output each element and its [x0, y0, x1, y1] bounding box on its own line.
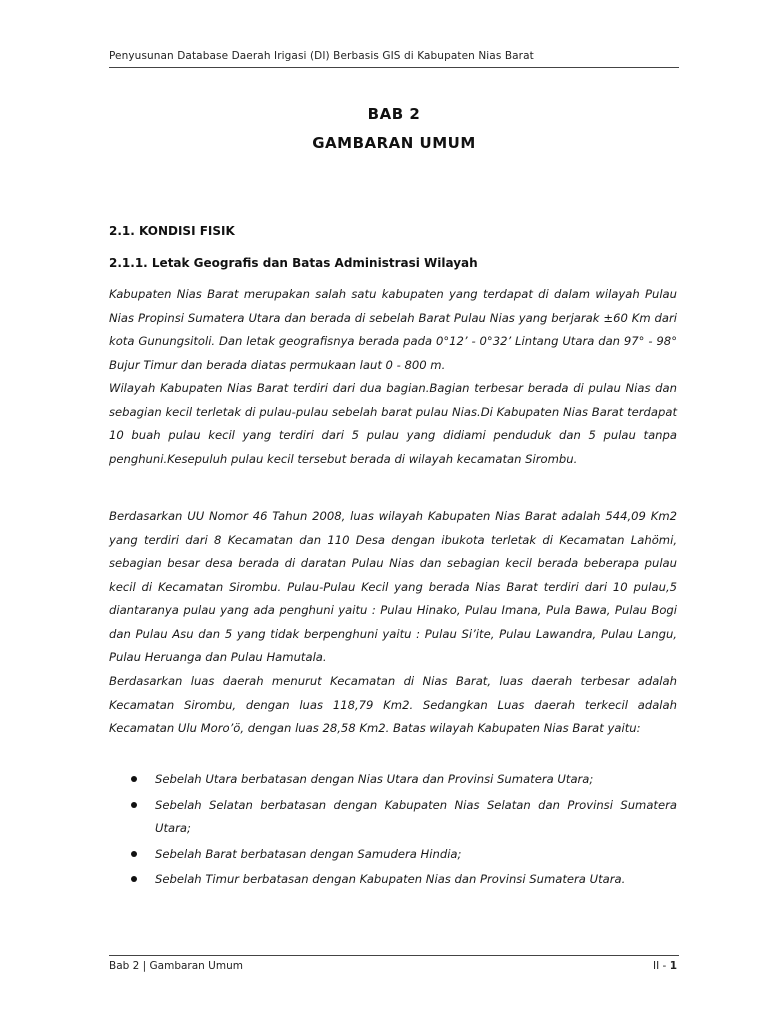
header-rule — [109, 67, 679, 68]
chapter-title: GAMBARAN UMUM — [312, 134, 476, 152]
list-item — [109, 768, 677, 792]
list-item-text: Sebelah Selatan berbatasan dengan Kabupaten Nias Selatan dan Provinsi Sumatera Utara; — [155, 797, 677, 835]
bullet-icon — [131, 802, 137, 808]
page-prefix: II - — [653, 960, 670, 972]
boundary-list — [109, 768, 677, 894]
footer-rule — [109, 955, 679, 956]
paragraph-location: Kabupaten Nias Barat merupakan salah satu kabupaten yang terdapat di dalam wilayah Pulau Nias Propinsi Sumatera Utara dan berada di sebelah Barat Pulau Nias yang berjarak ±60 Km dari kota Gunungsitoli. Dan letak geografisnya berada pada 0°12’ - 0°32’ Lintang Utara dan 97° - 98° Bujur Timur dan berada diatas permukaan laut 0 - 800 m. — [109, 287, 677, 372]
footer-page-number — [653, 960, 677, 972]
chapter-number: BAB 2 — [367, 105, 421, 123]
bullet-icon — [131, 776, 137, 782]
list-item — [109, 843, 677, 867]
page-number: 1 — [669, 960, 677, 972]
list-item — [109, 794, 677, 841]
list-item — [109, 868, 677, 892]
list-item-text: Sebelah Utara berbatasan dengan Nias Utara dan Provinsi Sumatera Utara; — [155, 772, 594, 786]
subsection-heading: 2.1.1. Letak Geografis dan Batas Administrasi Wilayah — [109, 256, 478, 270]
list-item-text: Sebelah Barat berbatasan dengan Samudera Hindia; — [155, 846, 462, 861]
running-header: Penyusunan Database Daerah Irigasi (DI) Berbasis GIS di Kabupaten Nias Barat — [109, 50, 534, 62]
paragraph-area: Berdasarkan UU Nomor 46 Tahun 2008, luas wilayah Kabupaten Nias Barat adalah 544,09 Km2 yang terdiri dari 8 Kecamatan dan 110 Desa dengan ibukota terletak di Kecamatan Lahömi, sebagian besar desa berada di daratan Pulau Nias dan sebagian kecil berada beberapa pulau kecil di Kecamatan Sirombu. Pulau-Pulau Kecil yang berada Nias Barat terdiri dari 10 pulau,5 diantaranya pulau yang ada penghuni yaitu : Pulau Hinako, Pulau Imana, Pula Bawa, Pulau Bogi dan Pulau Asu dan 5 yang tidak berpenghuni yaitu : Pulau Si’ite, Pulau Lawandra, Pulau Langu, Pulau Heruanga dan Pulau Hamutala. — [109, 509, 677, 664]
bullet-icon — [131, 851, 137, 857]
bullet-icon — [131, 876, 137, 882]
paragraph-regions: Wilayah Kabupaten Nias Barat terdiri dari dua bagian.Bagian terbesar berada di pulau Nias dan sebagian kecil terletak di pulau-pulau sebelah barat pulau Nias.Di Kabupaten Nias Barat terdapat 10 buah pulau kecil yang terdiri dari 5 pulau yang didiami penduduk dan 5 pulau tanpa penghuni.Kesepuluh pulau kecil tersebut berada di wilayah kecamatan Sirombu. — [109, 381, 677, 466]
section-heading: 2.1. KONDISI FISIK — [109, 224, 235, 238]
list-item-text: Sebelah Timur berbatasan dengan Kabupaten Nias dan Provinsi Sumatera Utara. — [155, 872, 626, 886]
footer-chapter-label: Bab 2 | Gambaran Umum — [109, 960, 243, 972]
paragraph-boundaries-intro: Berdasarkan luas daerah menurut Kecamatan di Nias Barat, luas daerah terbesar adalah Kecamatan Sirombu, dengan luas 118,79 Km2. Sedangkan Luas daerah terkecil adalah Kecamatan Ulu Moro’ö, dengan luas 28,58 Km2. Batas wilayah Kabupaten Nias Barat yaitu: — [109, 674, 677, 735]
